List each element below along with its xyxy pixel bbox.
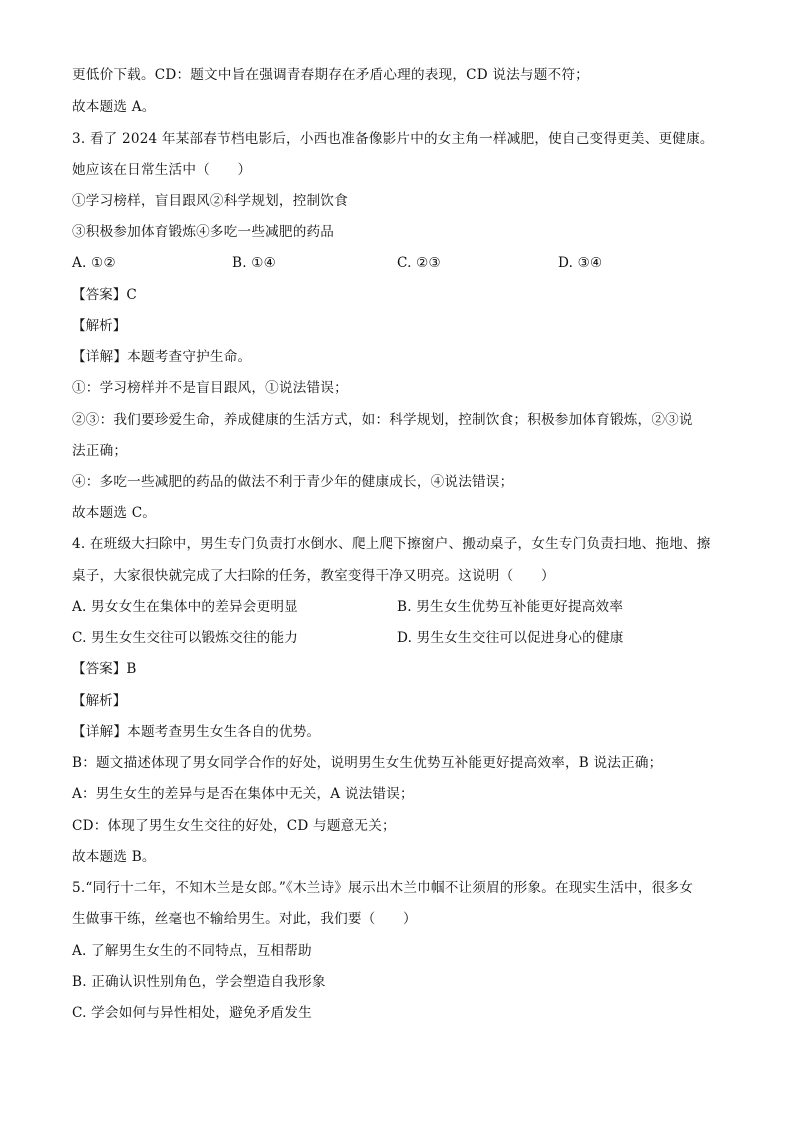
q3-option-d: D. ③④ (558, 255, 603, 271)
question-4-stem-cont: 桌子，大家很快就完成了大扫除的任务，教室变得干净又明亮。这说明（ ） (72, 568, 555, 584)
answer-label: 【答案】B (72, 661, 137, 677)
detail-line: ②③：我们要珍爱生命，养成健康的生活方式，如：科学规划，控制饮食；积极参加体育锻炼，②③说 (72, 412, 693, 428)
q4-option-b: B. 男生女生优势互补能更好提高效率 (397, 599, 624, 615)
detail-line: 【详解】本题考查守护生命。 (72, 349, 252, 365)
question-5-stem-cont: 生做事干练，丝毫也不输给男生。对此，我们要（ ） (72, 911, 417, 927)
q3-option-a: A. ①② (72, 255, 116, 271)
question-4-stem: 4. 在班级大扫除中，男生专门负责打水倒水、爬上爬下擦窗户、搬动桌子，女生专门负责扫地、拖地、擦 (72, 536, 711, 552)
q3-option-c: C. ②③ (397, 255, 441, 271)
question-3-stem: 3. 看了 2024 年某部春节档电影后，小西也准备像影片中的女主角一样减肥，使自己变得更美、更健康。 (72, 131, 714, 147)
detail-line: 【详解】本题考查男生女生各自的优势。 (72, 724, 321, 740)
question-3-statement: ①学习榜样，盲目跟风②科学规划，控制饮食 (72, 193, 348, 209)
detail-line: A：男生女生的差异与是否在集体中无关，A 说法错误； (72, 786, 414, 802)
question-5-stem: 5.“同行十二年，不知木兰是女郎。”《木兰诗》展示出木兰巾帼不让须眉的形象。在现实生活中，很多女 (72, 880, 693, 896)
detail-line: B：题文描述体现了男女同学合作的好处，说明男生女生优势互补能更好提高效率，B 说法正确； (72, 755, 663, 771)
question-3-statement: ③积极参加体育锻炼④多吃一些减肥的药品 (72, 224, 335, 240)
detail-line: ④：多吃一些减肥的药品的做法不利于青少年的健康成长，④说法错误； (72, 474, 514, 490)
analysis-label: 【解析】 (72, 318, 127, 334)
q5-option-c: C. 学会如何与异性相处，避免矛盾发生 (72, 1005, 312, 1021)
q3-option-b: B. ①④ (232, 255, 277, 271)
q4-option-d: D. 男生女生交往可以促进身心的健康 (397, 630, 624, 646)
q5-option-a: A. 了解男生女生的不同特点，互相帮助 (72, 943, 312, 959)
analysis-label: 【解析】 (72, 693, 127, 709)
text-line: 更低价下载。CD：题文中旨在强调青春期存在矛盾心理的表现，CD 说法与题不符； (72, 67, 589, 83)
detail-line: ①：学习榜样并不是盲目跟风，①说法错误； (72, 380, 348, 396)
text-line: 故本题选 A。 (72, 99, 156, 115)
detail-line: CD：体现了男生女生交往的好处，CD 与题意无关； (72, 818, 396, 834)
q5-option-b: B. 正确认识性别角色，学会塑造自我形象 (72, 974, 326, 990)
detail-line: 故本题选 C。 (72, 505, 157, 521)
question-3-stem-cont: 她应该在日常生活中（ ） (72, 162, 252, 178)
detail-line: 故本题选 B。 (72, 849, 156, 865)
q4-option-c: C. 男生女生交往可以锻炼交往的能力 (72, 630, 299, 646)
detail-line: 法正确； (72, 443, 128, 459)
answer-label: 【答案】C (72, 287, 137, 303)
q4-option-a: A. 男女女生在集体中的差异会更明显 (72, 599, 298, 615)
